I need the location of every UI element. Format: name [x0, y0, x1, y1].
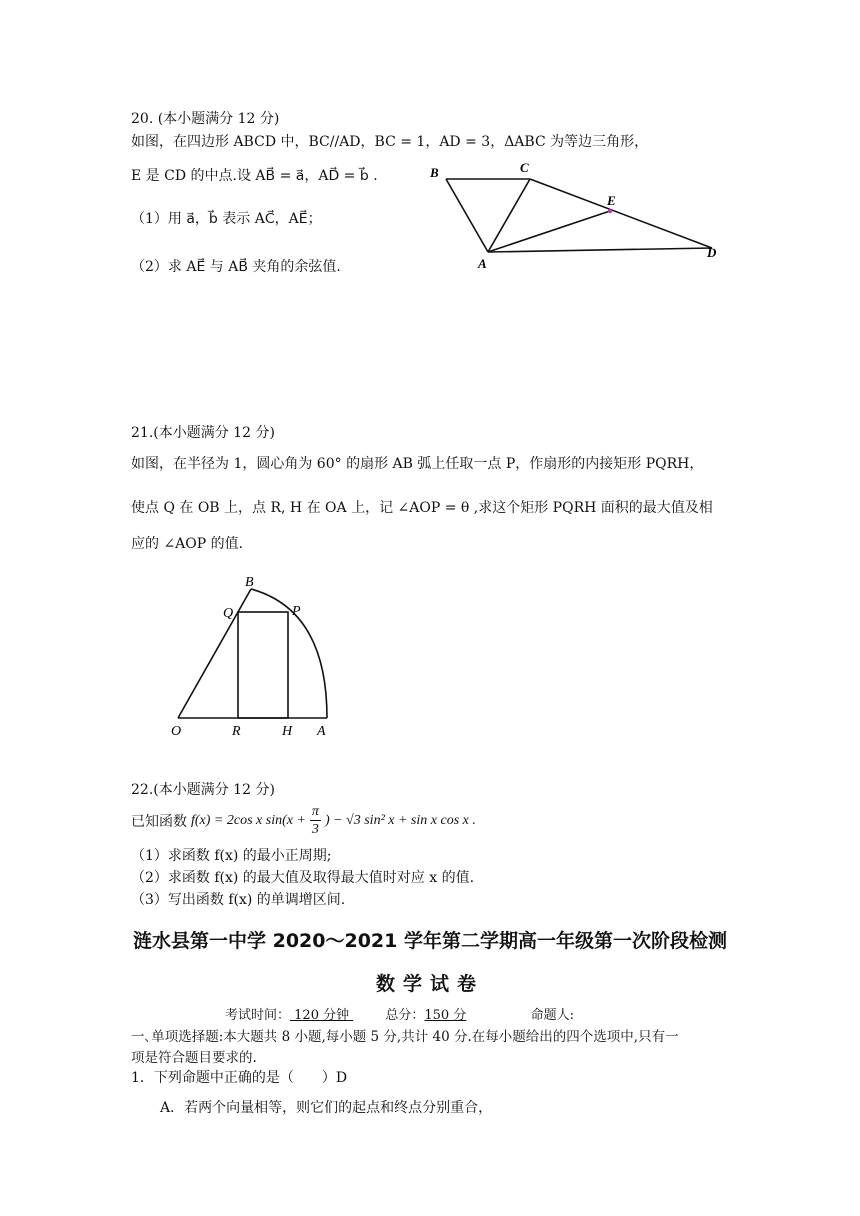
time-value: 120 分钟 — [290, 1008, 354, 1023]
q20-label-A: A — [478, 256, 487, 271]
q22-func-prefix: 已知函数 — [131, 813, 187, 830]
q21-label-B: B — [245, 575, 254, 590]
section-line1: 一､单项选择题:本大题共 8 小题,每小题 5 分,共计 40 分.在每小题给出的四个选项中,只有一 — [131, 1029, 679, 1045]
q20-part2: （2）求 AE⃗ 与 AB⃗ 夹角的余弦值. — [131, 259, 341, 275]
q21-label-O: O — [171, 724, 182, 739]
q20-part1: （1）用 a⃗，b⃗ 表示 AC⃗，AE⃗； — [131, 211, 322, 227]
q22-fraction — [310, 803, 321, 838]
q20-label-D: D — [707, 245, 717, 260]
question-1: 1．下列命题中正确的是（ ）D — [131, 1070, 348, 1086]
exam-meta — [225, 1004, 574, 1023]
q21-figure — [165, 570, 345, 740]
q22-func-lhs: f(x) = 2cos x sin(x + — [191, 812, 306, 828]
question-1-option-a: A．若两个向量相等，则它们的起点和终点分别重合， — [160, 1100, 493, 1116]
q21-line2: 使点 Q 在 OB 上，点 R, H 在 OA 上，记 ∠AOP = θ ,求这个矩形 PQRH 面积的最大值及相 — [131, 500, 713, 516]
q22-part1: （1）求函数 f(x) 的最小正周期; — [131, 848, 332, 864]
q22-part3: （3）写出函数 f(x) 的单调增区间. — [131, 892, 346, 908]
q21-label-H: H — [282, 724, 293, 739]
author-label: 命题人: — [530, 1008, 575, 1023]
q20-heading: 20. (本小题满分 12 分) — [131, 111, 280, 127]
q21-heading: 21.(本小题满分 12 分) — [131, 425, 275, 441]
q20-label-C: C — [520, 160, 529, 175]
q21-label-R: R — [232, 724, 241, 739]
q21-line1: 如图，在半径为 1，圆心角为 60° 的扇形 AB 弧上任取一点 P，作扇形的内接矩形 PQRH， — [131, 456, 704, 472]
exam-subtitle: 数学试卷 — [375, 973, 484, 995]
q21-label-A: A — [317, 724, 326, 739]
q21-label-P: P — [292, 604, 301, 619]
q22-frac-num: π — [311, 804, 319, 819]
q20-label-B: B — [430, 165, 439, 180]
q22-func-rhs: ) − √3 sin² x + sin x cos x . — [324, 812, 476, 828]
q22-function — [131, 803, 476, 838]
score-value: 150 分 — [424, 1008, 467, 1023]
q20-line2: E 是 CD 的中点.设 AB⃗ = a⃗，AD⃗ = b⃗ . — [131, 168, 378, 184]
q22-frac-den: 3 — [311, 822, 319, 837]
time-label: 考试时间： — [225, 1008, 291, 1023]
q22-part2: （2）求函数 f(x) 的最大值及取得最大值时对应 x 的值. — [131, 870, 475, 886]
exam-title: 涟水县第一中学 2020～2021 学年第二学期高一年级第一次阶段检测 — [133, 930, 727, 952]
q22-heading: 22.(本小题满分 12 分) — [131, 782, 275, 798]
score-label: 总分： — [385, 1008, 425, 1023]
section-line2: 项是符合题目要求的. — [131, 1050, 257, 1066]
q21-line3: 应的 ∠AOP 的值. — [131, 536, 244, 552]
q20-label-E: E — [607, 193, 616, 208]
q20-line1: 如图，在四边形 ABCD 中，BC//AD，BC = 1，AD = 3，ΔABC 为等边三角形， — [131, 134, 649, 150]
q21-label-Q: Q — [223, 606, 234, 621]
q20-figure — [420, 158, 730, 278]
